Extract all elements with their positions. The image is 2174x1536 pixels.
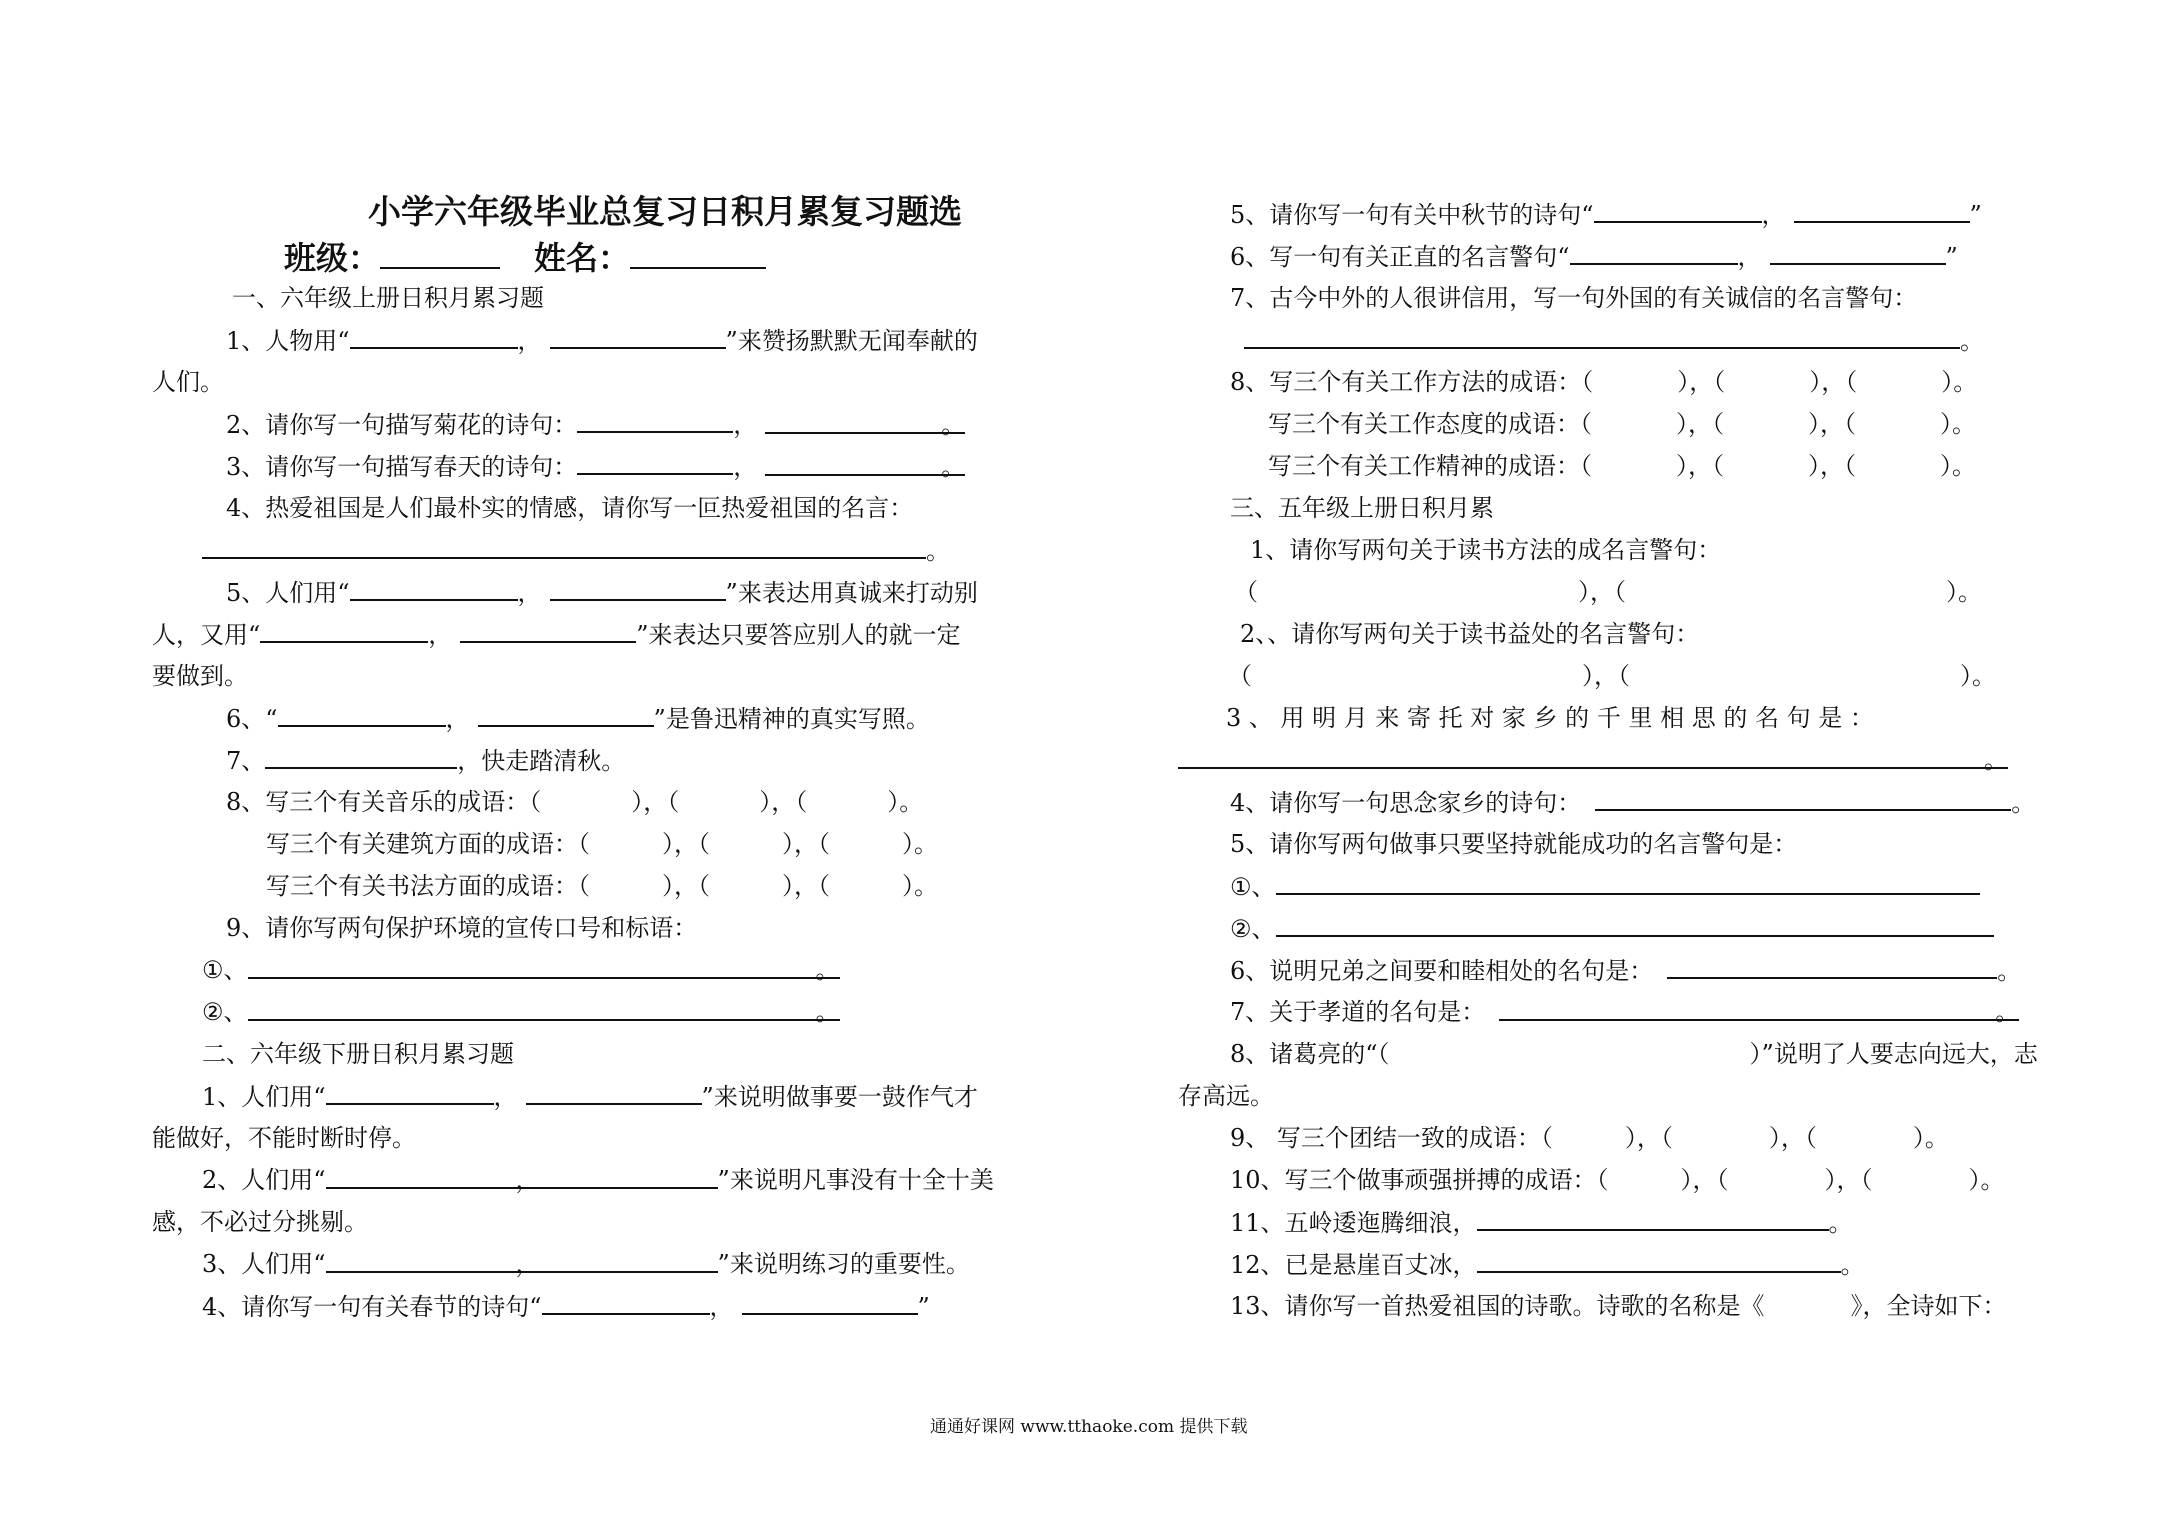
left-q5: 5、人们用“ ， ”来表达用真诚来打动别 [226, 579, 978, 607]
right-s10: 10、写三个做事顽强拼搏的成语：（ ），（ ），（ ）。 [1230, 1166, 2005, 1194]
right-s3: 3 、 用 明 月 来 寄 托 对 家 乡 的 千 里 相 思 的 名 句 是 ： [1226, 704, 1874, 732]
blank[interactable] [1794, 199, 1970, 223]
blank[interactable] [1477, 1207, 1829, 1231]
right-q5: 5、请你写一句有关中秋节的诗句“ ， ” [1230, 201, 1982, 229]
class-blank[interactable] [380, 245, 500, 269]
section-3-heading: 三、五年级上册日积月累 [1230, 494, 1494, 522]
left-q6: 6、“ ， ”是鲁迅精神的真实写照。 [226, 705, 930, 733]
section-2-heading: 二、六年级下册日积月累习题 [202, 1040, 514, 1068]
left-r1-cont: 能做好，不能时断时停。 [152, 1124, 416, 1152]
blank[interactable] [742, 1291, 918, 1315]
blank[interactable] [1276, 871, 1980, 895]
blank[interactable]: 。 [248, 955, 840, 979]
blank[interactable] [265, 745, 457, 769]
right-s9: 9、 写三个团结一致的成语：（ ），（ ），（ ）。 [1230, 1124, 1949, 1152]
right-s5-line1: ①、 [1230, 871, 1980, 901]
footer-credit: 通通好课网 www.tthaoke.com 提供下载 [930, 1417, 1248, 1437]
section-1-heading: 一、六年级上册日积月累习题 [232, 284, 544, 312]
blank[interactable] [1667, 955, 1997, 979]
left-q4: 4、热爱祖国是人们最朴实的情感，请你写一叵热爱祖国的名言： [226, 494, 914, 522]
right-s11: 11、五岭逶迤腾细浪， 。 [1230, 1209, 1853, 1237]
left-r1: 1、人们用“ ， ”来说明做事要一鼓作气才 [202, 1083, 978, 1111]
blank[interactable] [577, 451, 733, 475]
blank[interactable] [1595, 787, 2011, 811]
blank[interactable] [1594, 199, 1762, 223]
blank[interactable]: 。 [765, 410, 965, 434]
right-s5: 5、请你写两句做事只要坚持就能成功的名言警句是： [1230, 830, 1798, 858]
name-label: 姓名： [534, 239, 631, 277]
right-s2: 2、、请你写两句关于读书益处的名言警句： [1240, 620, 1700, 648]
blank[interactable] [478, 703, 654, 727]
left-q8c: 写三个有关书法方面的成语：（ ），（ ），（ ）。 [266, 872, 938, 900]
right-s7: 7、关于孝道的名句是： 。 [1230, 998, 2020, 1026]
blank[interactable] [550, 325, 726, 349]
left-q9-line2: ②、 。 [202, 998, 840, 1026]
right-s3-answer [1178, 745, 2008, 775]
blank[interactable]: 。 [248, 997, 840, 1021]
blank[interactable]: 。 [1178, 745, 2008, 769]
blank[interactable] [260, 619, 428, 643]
blank[interactable] [1570, 241, 1738, 265]
left-r2-cont: 感，不必过分挑剔。 [152, 1208, 368, 1236]
blank[interactable] [1244, 325, 1960, 349]
blank[interactable] [1477, 1249, 1841, 1273]
left-q9-line1: ①、 。 [202, 956, 840, 984]
left-q5-end: 要做到。 [152, 662, 248, 690]
left-r3: 3、人们用“ ， ”来说明练习的重要性。 [202, 1250, 970, 1278]
blank[interactable] [526, 1081, 702, 1105]
blank[interactable]: 。 [765, 452, 965, 476]
left-r2: 2、人们用“ ， ”来说明凡事没有十全十美 [202, 1166, 994, 1194]
left-q7: 7、 ，快走踏清秋。 [226, 747, 626, 775]
right-s8: 8、诸葛亮的“（ ）”说明了人要志向远大，志 [1230, 1040, 2038, 1068]
right-q6: 6、写一句有关正直的名言警句“ ， ” [1230, 243, 1958, 271]
left-r4: 4、请你写一句有关春节的诗句“ ， ” [202, 1293, 930, 1321]
blank[interactable]: 。 [1499, 997, 2019, 1021]
blank[interactable] [542, 1291, 710, 1315]
right-s1-answer: （ ），（ ）。 [1234, 578, 1982, 606]
left-q4-answer: 。 [202, 535, 950, 565]
left-q8a: 8、写三个有关音乐的成语：（ ），（ ），（ ）。 [226, 788, 924, 816]
blank[interactable] [202, 535, 926, 559]
blank[interactable] [1276, 913, 1994, 937]
left-q5-cont: 人，又用“ ， ”来表达只要答应别人的就一定 [152, 621, 961, 649]
page-title: 小学六年级毕业总复习日积月累复习题选 [368, 192, 962, 231]
blank[interactable] [350, 325, 518, 349]
right-s1: 1、请你写两句关于读书方法的成名言警句： [1250, 536, 1722, 564]
left-q3: 3、请你写一句描写春天的诗句： ， 。 [226, 453, 966, 481]
right-s4: 4、请你写一句思念家乡的诗句： 。 [1230, 789, 2036, 817]
blank[interactable] [577, 409, 733, 433]
right-s12: 12、已是悬崖百丈冰， 。 [1230, 1251, 1865, 1279]
left-q9: 9、请你写两句保护环境的宣传口号和标语： [226, 914, 698, 942]
name-blank[interactable] [630, 245, 766, 269]
right-s13: 13、请你写一首热爱祖国的诗歌。诗歌的名称是《 》，全诗如下： [1230, 1292, 2007, 1320]
blank[interactable] [350, 577, 518, 601]
right-s2-answer: （ ），（ ）。 [1228, 662, 1996, 690]
right-q8c: 写三个有关工作精神的成语：（ ），（ ），（ ）。 [1268, 452, 1976, 480]
left-q8b: 写三个有关建筑方面的成语：（ ），（ ），（ ）。 [266, 830, 938, 858]
blank[interactable]: ， [326, 1249, 718, 1273]
right-s5-line2: ②、 [1230, 913, 1994, 943]
blank[interactable] [326, 1081, 494, 1105]
right-s6: 6、说明兄弟之间要和睦相处的名句是： 。 [1230, 957, 2022, 985]
blank[interactable] [550, 577, 726, 601]
blank[interactable]: ， [326, 1165, 718, 1189]
class-label: 班级： [284, 239, 381, 277]
student-info-row [284, 238, 766, 278]
left-q1: 1、人物用“ ， ”来赞扬默默无闻奉献的 [226, 327, 978, 355]
right-q8b: 写三个有关工作态度的成语：（ ），（ ），（ ）。 [1268, 410, 1976, 438]
left-q2: 2、请你写一句描写菊花的诗句： ， 。 [226, 411, 966, 439]
left-q1-cont: 人们。 [152, 368, 224, 396]
right-q7: 7、古今中外的人很讲信用，写一句外国的有关诚信的名言警句： [1230, 284, 1918, 312]
blank[interactable] [460, 619, 636, 643]
right-q7-answer: 。 [1244, 325, 1984, 355]
right-s8-cont: 存高远。 [1178, 1082, 1274, 1110]
blank[interactable] [1770, 241, 1946, 265]
blank[interactable] [278, 703, 446, 727]
right-q8a: 8、写三个有关工作方法的成语：（ ），（ ），（ ）。 [1230, 368, 1978, 396]
